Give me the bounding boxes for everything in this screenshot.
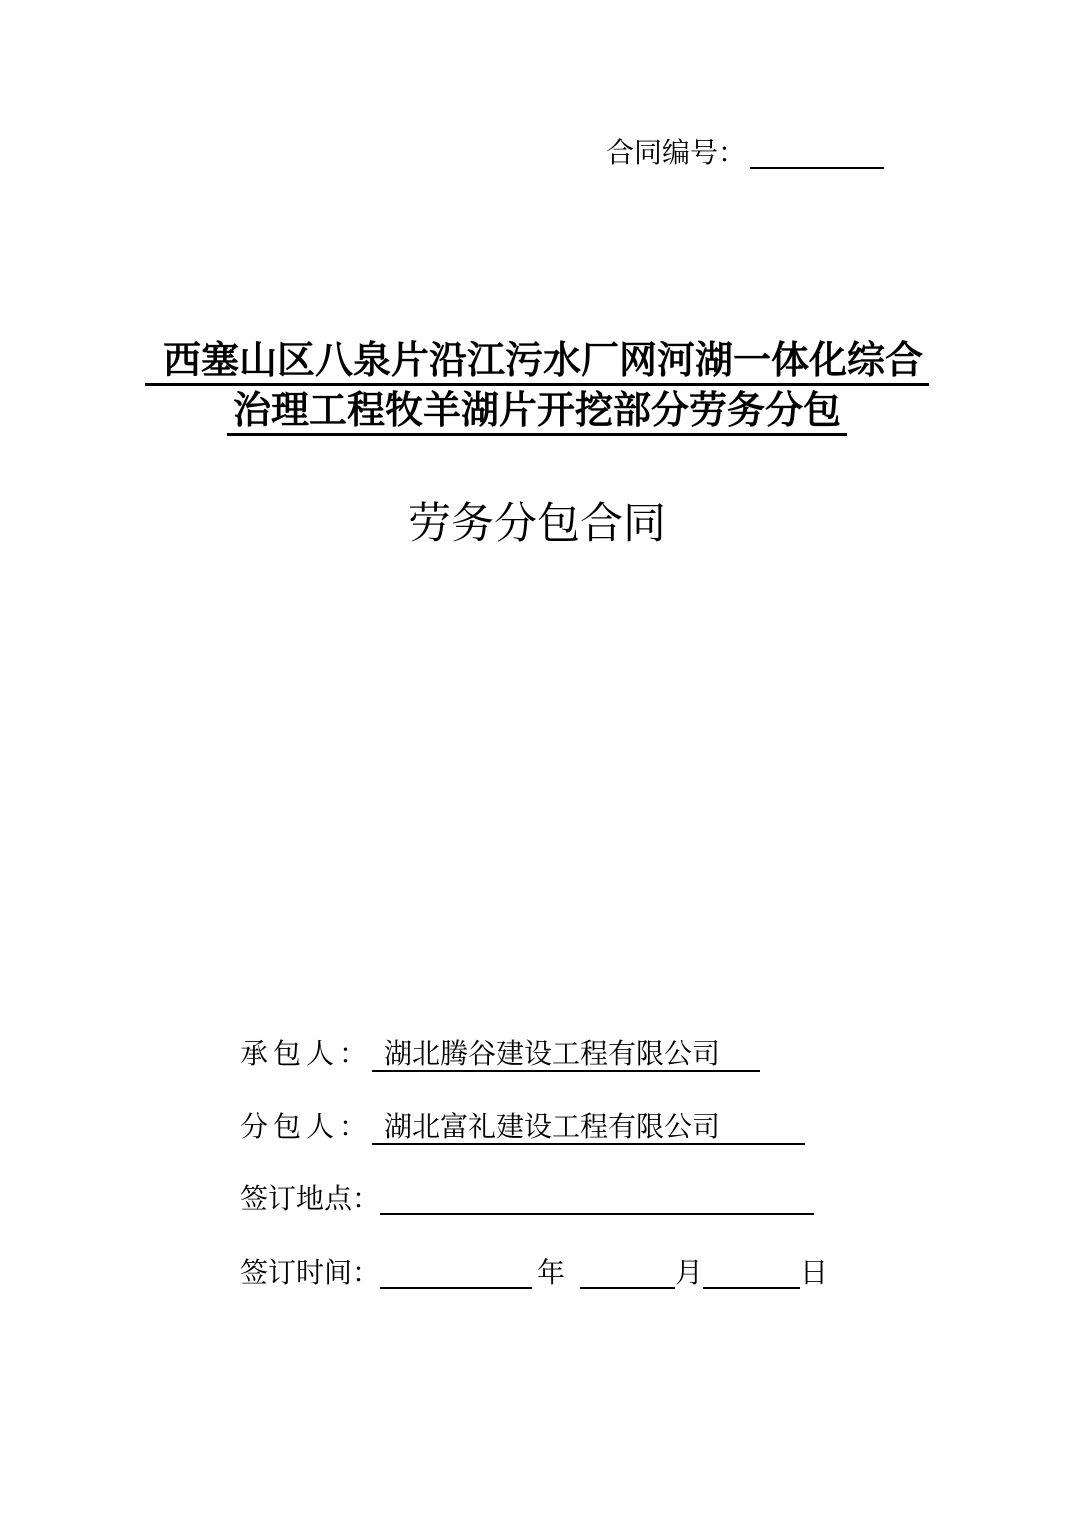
signing-time-row: [240, 1256, 828, 1287]
contract-number-label: 合同编号：: [606, 138, 747, 169]
signing-time-label: 签订时间：: [240, 1258, 381, 1289]
subcontractor-name: 湖北富礼建设工程有限公司: [372, 1112, 805, 1145]
document-title-row-1: [0, 336, 1074, 386]
subcontractor-row: [240, 1112, 805, 1143]
signing-place-blank-line: [380, 1182, 814, 1215]
month-suffix-label: 月: [675, 1258, 704, 1289]
document-title-row-2: [0, 386, 1074, 436]
title-line-2: 治理工程牧羊湖片开挖部分劳务分包: [227, 390, 847, 436]
signing-place-label: 签订地点：: [240, 1184, 381, 1215]
signing-year-blank-line: [380, 1256, 532, 1289]
contractor-label: 承包人：: [240, 1039, 373, 1070]
document-title: [0, 336, 1074, 436]
signing-month-blank-line: [580, 1256, 675, 1289]
contractor-name: 湖北腾谷建设工程有限公司: [372, 1039, 760, 1072]
document-subtitle: 劳务分包合同: [408, 501, 666, 548]
signing-place-row: [240, 1182, 814, 1213]
contract-number-blank-line: [750, 136, 884, 169]
title-line-1: 西塞山区八泉片沿江污水厂网河湖一体化综合: [145, 340, 929, 386]
year-suffix-label: 年: [537, 1258, 566, 1289]
signing-day-blank-line: [703, 1256, 800, 1289]
day-suffix-label: 日: [800, 1258, 829, 1289]
subcontractor-label: 分包人：: [240, 1112, 373, 1143]
contractor-row: [240, 1039, 760, 1070]
contract-number-line: [606, 136, 884, 169]
